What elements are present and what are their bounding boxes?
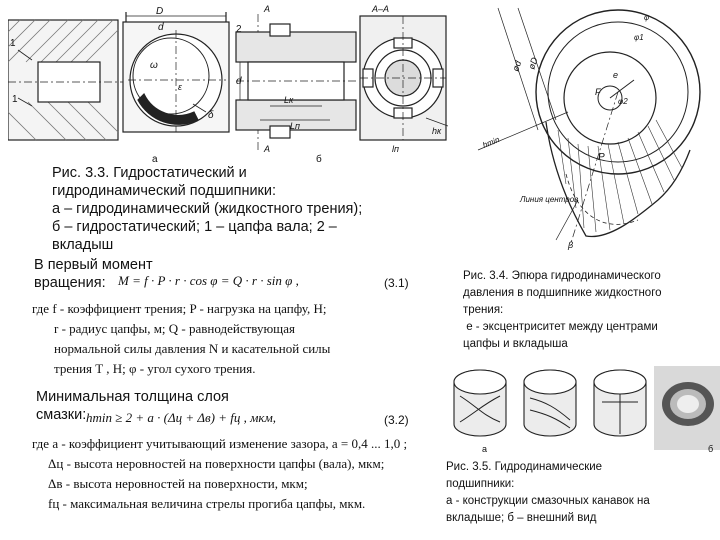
label-Ln: Lп xyxy=(290,121,300,131)
label-d-b: d xyxy=(236,76,242,87)
caption-line: гидродинамический подшипники: xyxy=(52,183,277,199)
label-phi1: φ1 xyxy=(634,33,644,42)
eq-number-3-2: (3.2) xyxy=(384,413,409,427)
caption-line: вкладыше; б – внешний вид xyxy=(446,512,597,524)
bearing-section-a xyxy=(8,20,126,140)
label-phi: φ xyxy=(644,13,650,22)
label-omega: ω xyxy=(150,60,158,71)
caption-line: Рис. 3.4. Эпюра гидродинамического xyxy=(463,270,661,282)
label-center-line: Линия центров xyxy=(520,195,579,204)
label-D: D xyxy=(156,6,164,17)
label-hk: hк xyxy=(432,126,442,136)
caption-line: а – гидродинамический (жидкостного трения); xyxy=(52,201,363,217)
caption-line: е - эксцентриситет между центрами xyxy=(463,321,658,333)
label-e: e xyxy=(613,70,619,80)
caption-line: Рис. 3.3. Гидростатический и xyxy=(52,165,247,181)
figure-3-3-caption xyxy=(52,164,397,254)
label-Lk: Lк xyxy=(284,95,294,105)
where-line: fц - максимальная величина стрелы прогиба цапфы, мкм. xyxy=(48,496,366,511)
label-P: P xyxy=(598,152,605,163)
label-beta: β xyxy=(568,240,574,250)
bushing-groove-variants xyxy=(454,370,646,436)
label-section-A-A: A–A xyxy=(372,4,390,14)
caption-line: б – гидростатический; 1 – цапфа вала; 2 – xyxy=(52,219,337,235)
caption-line: давления в подшипнике жидкостного xyxy=(463,287,662,299)
label-hmin: hmin xyxy=(481,135,501,150)
label-1: 1 xyxy=(10,38,16,49)
figure-3-4-caption xyxy=(463,268,718,353)
where-line: где f - коэффициент трения; P - нагрузка на цапфу, Н; xyxy=(32,301,327,316)
label-a: а xyxy=(152,154,158,162)
figure-3-5-drawing xyxy=(446,362,720,454)
section-a-a xyxy=(360,16,448,140)
label-d: d xyxy=(158,22,164,33)
where-line: трения T , Н; φ - угол сухого трения. xyxy=(54,361,256,376)
label-od: ød xyxy=(510,59,524,73)
figure-3-5-caption xyxy=(446,459,716,527)
label-ln: lп xyxy=(392,144,399,154)
pressure-diagram xyxy=(478,8,700,246)
caption-line: подшипники: xyxy=(446,478,515,490)
formula-3-2: hmin ≥ 2 + a · (Δц + Δв) + fц , мкм, xyxy=(86,410,277,425)
bushing-photo xyxy=(654,366,720,450)
caption-line: а - конструкции смазочных канавок на xyxy=(446,495,650,507)
label-A-bottom: A xyxy=(264,144,271,154)
label-b: б xyxy=(708,444,714,454)
where-line: где a - коэффициент учитывающий изменение зазора, a = 0,4 ... 1,0 ; xyxy=(32,436,408,451)
bearing-section-b xyxy=(236,14,356,152)
where-line: Δц - высота неровностей на поверхности цапфы (вала), мкм; xyxy=(48,456,385,471)
figure-3-4-drawing xyxy=(458,0,720,262)
heading-line: смазки: xyxy=(36,407,87,423)
where-line: r - радиус цапфы, м; Q - равнодействующая xyxy=(54,321,295,336)
figure-3-3-drawing xyxy=(8,2,448,162)
label-delta: δ xyxy=(208,110,214,121)
label-epsilon: ε xyxy=(178,82,182,92)
label-phi2: φ2 xyxy=(618,97,628,106)
label-oD: øD xyxy=(526,56,540,71)
caption-line: вкладыш xyxy=(52,237,114,253)
label-2: 2 xyxy=(236,24,242,35)
eq-number-3-1: (3.1) xyxy=(384,276,409,290)
label-A-top: A xyxy=(264,4,271,14)
where-line: Δв - высота неровностей на поверхности, мкм; xyxy=(48,476,308,491)
where-block-2 xyxy=(32,434,407,514)
where-block-1 xyxy=(32,299,330,379)
label-b: б xyxy=(316,154,322,162)
label-F: F xyxy=(595,87,601,97)
heading-line: В первый момент xyxy=(34,257,153,273)
where-line: нормальной силы давления N и касательной силы xyxy=(54,341,331,356)
heading-line: вращения: xyxy=(34,275,106,291)
caption-line: цапфы и вкладыша xyxy=(463,338,568,350)
label-a: а xyxy=(482,444,488,454)
label-1-b: 1 xyxy=(12,94,18,105)
formula-3-1: M = f · P · r · cos φ = Q · r · sin φ , xyxy=(118,273,299,288)
heading-line: Минимальная толщина слоя xyxy=(36,389,229,405)
caption-line: трения: xyxy=(463,304,504,316)
caption-line: Рис. 3.5. Гидродинамические xyxy=(446,461,603,473)
